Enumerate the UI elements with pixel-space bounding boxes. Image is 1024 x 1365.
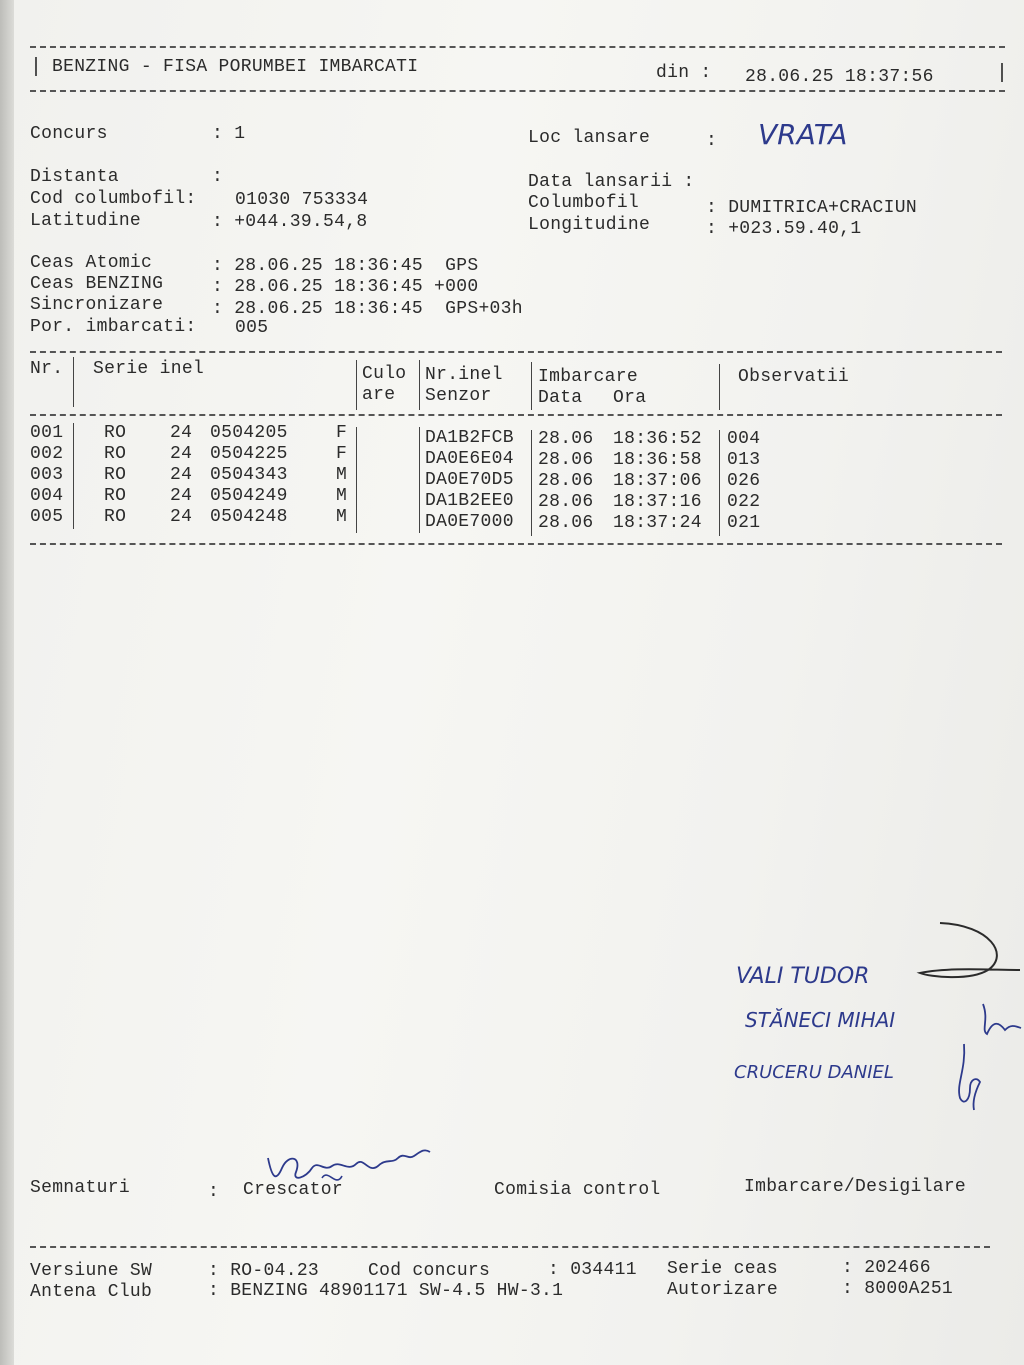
cell-tara: RO [104,507,127,527]
loc-lansare-sep: : [706,131,718,151]
cell-data: 28.06 [538,450,594,470]
cell-senzor: DA1B2FCB [425,428,514,448]
cell-nr: 003 [30,465,64,485]
header-top-border [30,46,1005,48]
header-culoare-top: Culo [362,364,407,384]
cell-data: 28.06 [538,471,594,491]
cell-observatii: 022 [727,492,761,512]
cell-tara: RO [104,444,127,464]
footer-separator [30,1246,990,1248]
cell-sex: M [336,507,348,527]
concurs-value: : 1 [212,124,246,144]
handwritten-name-3: CRUCERU DANIEL [734,1062,894,1083]
sincronizare-value: : 28.06.25 18:36:45 GPS+03h [212,299,523,319]
column-divider [419,360,420,410]
loc-lansare-handwritten: VRATA [758,118,848,151]
por-imbarcati-value: 005 [235,318,269,338]
cod-columbofil-label: Cod columbofil: [30,189,197,209]
latitudine-value: : +044.39.54,8 [212,212,368,232]
cell-senzor: DA1B2EE0 [425,491,514,511]
cell-nr: 005 [30,507,64,527]
cell-inel: 0504205 [210,423,288,443]
autorizare-label: Autorizare [667,1280,779,1300]
longitudine-value: : +023.59.40,1 [706,219,862,239]
table-bottom-border [30,543,1002,545]
distanta-label: Distanta [30,167,119,187]
loc-lansare-label: Loc lansare [528,128,651,148]
cell-sex: F [336,444,348,464]
cell-inel: 0504343 [210,465,288,485]
column-divider [356,427,357,533]
header-nr-inel: Nr.inel [425,365,503,385]
header-culoare-bottom: are [362,385,396,405]
comisia-control-label: Comisia control [494,1180,661,1200]
cell-tara: RO [104,486,127,506]
autorizare-value: : 8000A251 [842,1279,954,1299]
cell-ora: 18:37:06 [613,471,702,491]
por-imbarcati-label: Por. imbarcati: [30,317,197,337]
signature-staneci-mihai [975,1000,1024,1040]
imbarcare-desigilare-label: Imbarcare/Desigilare [744,1177,967,1197]
distanta-value: : [212,167,224,187]
column-divider [719,364,720,410]
column-divider [531,362,532,410]
cell-inel: 0504248 [210,507,288,527]
signature-vali-tudor [910,915,1024,995]
header-serie-inel: Serie inel [93,359,205,379]
cell-observatii: 021 [727,513,761,533]
cell-senzor: DA0E70D5 [425,470,514,490]
crescator-signature [262,1138,442,1198]
header-nr: Nr. [30,359,64,379]
paper-edge-shadow [0,0,14,1365]
handwritten-name-2: STĂNECI MIHAI [745,1008,896,1032]
ceas-atomic-value: : 28.06.25 18:36:45 GPS [212,256,479,276]
cell-an: 24 [170,507,193,527]
cell-an: 24 [170,444,193,464]
header-right-bar: | [996,62,1009,85]
crescator-label: Crescator [243,1180,343,1200]
columbofil-value: : DUMITRICA+CRACIUN [706,198,917,218]
column-divider [419,427,420,533]
ceas-benzing-label: Ceas BENZING [30,274,164,294]
cell-tara: RO [104,423,127,443]
cell-senzor: DA0E7000 [425,512,514,532]
cell-observatii: 013 [727,450,761,470]
cell-ora: 18:37:16 [613,492,702,512]
din-label: din : [656,63,712,83]
latitudine-label: Latitudine [30,211,142,231]
antena-club-value: : BENZING 48901171 SW-4.5 HW-3.1 [208,1281,564,1301]
cell-nr: 004 [30,486,64,506]
cell-inel: 0504249 [210,486,288,506]
cod-concurs-value: : 034411 [548,1260,637,1280]
signature-cruceru-daniel [946,1040,986,1115]
cell-ora: 18:36:52 [613,429,702,449]
column-divider [531,430,532,536]
cell-an: 24 [170,465,193,485]
cell-an: 24 [170,423,193,443]
cell-ora: 18:36:58 [613,450,702,470]
document-title: BENZING - FISA PORUMBEI IMBARCATI [52,57,419,77]
serie-ceas-value: : 202466 [842,1258,931,1278]
cell-nr: 002 [30,444,64,464]
cell-senzor: DA0E6E04 [425,449,514,469]
cod-columbofil-value: 01030 753334 [235,190,369,210]
column-divider [719,430,720,536]
longitudine-label: Longitudine [528,215,651,235]
versiune-sw-value: : RO-04.23 [208,1261,320,1281]
cell-observatii: 026 [727,471,761,491]
cell-data: 28.06 [538,513,594,533]
concurs-label: Concurs [30,124,108,144]
ceas-atomic-label: Ceas Atomic [30,253,153,273]
cell-inel: 0504225 [210,444,288,464]
semnaturi-label: Semnaturi [30,1178,130,1198]
versiune-sw-label: Versiune SW [30,1261,153,1281]
cell-an: 24 [170,486,193,506]
column-divider [356,360,357,410]
cell-data: 28.06 [538,429,594,449]
cell-sex: F [336,423,348,443]
header-bottom-border [30,90,1005,92]
header-observatii: Observatii [738,367,850,387]
handwritten-name-1: VALI TUDOR [736,964,870,989]
header-ora: Ora [613,388,647,408]
semnaturi-sep: : [208,1182,220,1202]
table-top-border [30,351,1002,353]
cell-data: 28.06 [538,492,594,512]
column-divider [73,357,74,407]
serie-ceas-label: Serie ceas [667,1259,779,1279]
din-value: 28.06.25 18:37:56 [745,67,934,87]
header-senzor: Senzor [425,386,492,406]
cell-tara: RO [104,465,127,485]
ceas-benzing-value: : 28.06.25 18:36:45 +000 [212,277,479,297]
header-left-bar: | [30,56,43,79]
cell-sex: M [336,465,348,485]
table-header-separator [30,414,1002,416]
column-divider [73,423,74,529]
header-imbarcare: Imbarcare [538,367,638,387]
cell-ora: 18:37:24 [613,513,702,533]
columbofil-label: Columbofil [528,193,640,213]
cod-concurs-label: Cod concurs [368,1261,491,1281]
data-lansarii-label: Data lansarii : [528,172,695,192]
cell-sex: M [336,486,348,506]
cell-observatii: 004 [727,429,761,449]
header-data: Data [538,388,583,408]
antena-club-label: Antena Club [30,1282,153,1302]
sincronizare-label: Sincronizare [30,295,164,315]
cell-nr: 001 [30,423,64,443]
